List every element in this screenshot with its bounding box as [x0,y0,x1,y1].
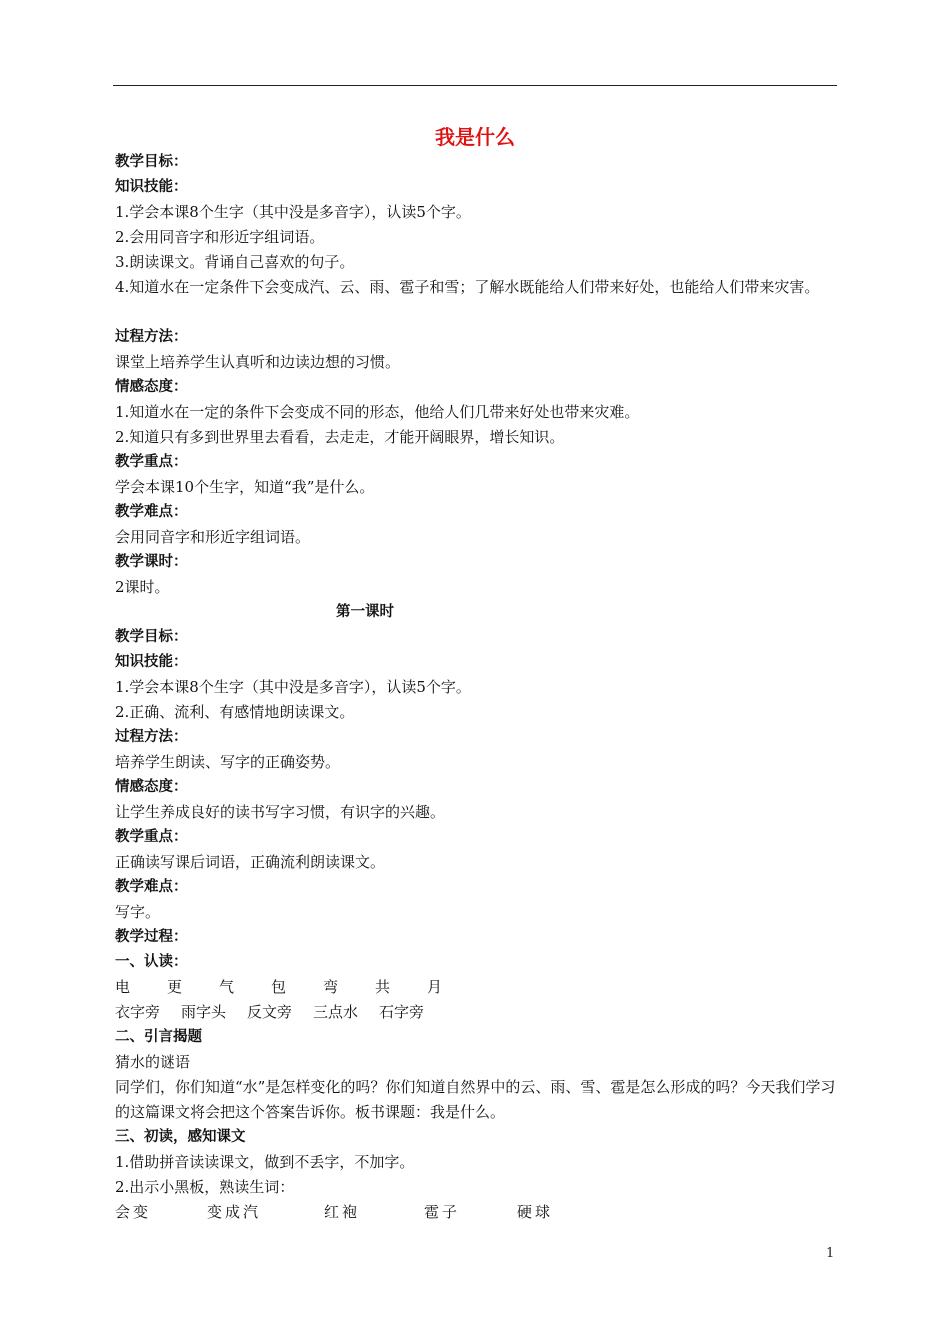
paragraph: 写字。 [115,903,161,921]
section-heading: 情感态度： [115,779,188,795]
vocab-item: 硬球 [517,1203,554,1221]
section-heading: 教学重点： [115,454,188,470]
radical-row [115,1000,840,1025]
section-heading: 教学目标： [115,154,188,170]
char-item: 月 [427,978,443,996]
lesson-heading: 第一课时 [336,604,394,620]
paragraph: 1.借助拼音读读课文，做到不丢字，不加字。 [115,1153,415,1171]
section-heading: 教学过程： [115,929,188,945]
section-heading: 教学重点： [115,829,188,845]
step-heading: 二、引言揭题 [115,1029,202,1045]
section-heading: 教学难点： [115,879,188,895]
paragraph: 2.会用同音字和形近字组词语。 [115,228,325,246]
radical-item: 衣字旁 [115,1003,161,1021]
paragraph: 1.学会本课8个生字（其中没是多音字），认读5个字。 [115,678,471,696]
section-heading: 教学课时： [115,554,188,570]
paragraph: 课堂上培养学生认真听和边读边想的习惯。 [115,353,401,371]
section-heading: 情感态度： [115,379,188,395]
char-item: 包 [271,978,287,996]
paragraph: 2.知道只有多到世界里去看看，去走走，才能开阔眼界，增长知识。 [115,428,565,446]
paragraph: 同学们，你们知道“水”是怎样变化的吗？你们知道自然界中的云、雨、雪、雹是怎么形成的吗？今天我们学习的这篇课文将会把这个答案告诉你。板书课题：我是什么。 [115,1078,836,1121]
paragraph: 培养学生朗读、写字的正确姿势。 [115,753,341,771]
step-heading: 一、认读： [115,954,188,970]
section-heading: 知识技能： [115,654,188,670]
radical-item: 三点水 [313,1003,359,1021]
section-heading: 教学难点： [115,504,188,520]
paragraph: 4.知道水在一定条件下会变成汽、云、雨、雹子和雪；了解水既能给人们带来好处，也能给人们带来灾害。 [115,278,820,296]
paragraph: 2课时。 [115,578,170,596]
paragraph: 2.出示小黑板，熟读生词： [115,1178,295,1196]
char-item: 共 [375,978,391,996]
page-number: 1 [826,1246,835,1261]
section-heading: 过程方法： [115,729,188,745]
paragraph: 1.学会本课8个生字（其中没是多音字），认读5个字。 [115,203,471,221]
vocab-item: 红袍 [324,1203,361,1221]
radical-item: 反文旁 [247,1003,293,1021]
document-body [115,150,840,1225]
char-item: 弯 [323,978,339,996]
char-item: 更 [167,978,183,996]
section-heading: 过程方法： [115,329,188,345]
section-heading: 知识技能： [115,179,188,195]
paragraph: 2.正确、流利、有感情地朗读课文。 [115,703,355,721]
paragraph: 正确读写课后词语，正确流利朗读课文。 [115,853,386,871]
paragraph: 3.朗读课文。背诵自己喜欢的句子。 [115,253,355,271]
char-item: 电 [115,978,131,996]
header-rule [113,85,837,86]
paragraph: 让学生养成良好的读书写字习惯，有识字的兴趣。 [115,803,446,821]
radical-item: 雨字头 [181,1003,227,1021]
vocab-row [115,1200,840,1225]
paragraph: 学会本课10个生字，知道“我”是什么。 [115,478,375,496]
paragraph: 1.知道水在一定的条件下会变成不同的形态，他给人们几带来好处也带来灾难。 [115,403,640,421]
section-heading: 教学目标： [115,629,188,645]
step-heading: 三、初读，感知课文 [115,1129,246,1145]
paragraph: 猜水的谜语 [115,1053,191,1071]
vocab-item: 雹子 [424,1203,461,1221]
paragraph: 会用同音字和形近字组词语。 [115,528,311,546]
radical-item: 石字旁 [379,1003,425,1021]
document-title: 我是什么 [435,125,515,149]
vocab-item: 变成汽 [207,1203,262,1221]
char-row [115,975,840,1000]
char-item: 气 [219,978,235,996]
vocab-item: 会变 [115,1203,152,1221]
